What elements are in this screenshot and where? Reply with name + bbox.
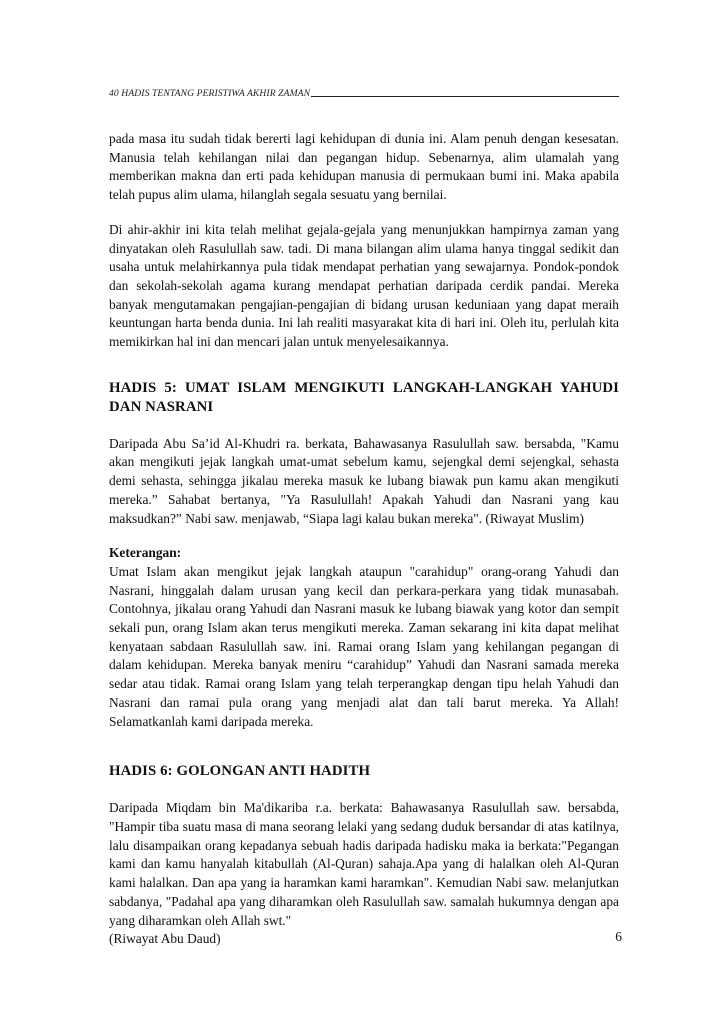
page-number: 6	[615, 929, 622, 944]
page-body	[109, 130, 619, 965]
hadis-6-heading: HADIS 6: GOLONGAN ANTI HADITH	[109, 763, 371, 780]
hadis-6-text: Daripada Miqdam bin Ma'dikariba r.a. berkata: Bahawasanya Rasulullah saw. bersabda, "Hampir tiba suatu masa di mana seorang lelaki yang sedang duduk bersandar di atas katilnya, lalu disampaikan orang kepadanya sebuah hadis daripada hadisku maka ia berkata:"Pegangan kami dan kamu hanyalah kitabullah (Al-Quran) sahaja.Apa yang di halalkan oleh Al-Quran kami halalkan. Dan apa yang ia haramkan kami haramkan". Kemudian Nabi saw. melanjutkan sabdanya, "Padahal apa yang diharamkan oleh Rasulullah saw. samalah hukumnya dengan apa yang diharamkan oleh Allah swt."	[109, 800, 619, 928]
hadis-6-source: (Riwayat Abu Daud)	[109, 931, 221, 947]
hadis-5-text: Daripada Abu Sa’id Al-Khudri ra. berkata, Bahawasanya Rasulullah saw. bersabda, "Kamu akan mengikuti jejak langkah umat-umat sebelum kamu, sejengkal demi sejengkal, sehasta demi sehasta, sehingga jikalau mereka masuk ke lubang biawak pun kamu akan mengikuti mereka.” Sahabat bertanya, "Ya Rasulullah! Apakah Yahudi dan Nasrani yang kau maksudkan?” Nabi saw. menjawab, “Siapa lagi kalau bukan mereka". (Riwayat Muslim)	[109, 435, 619, 526]
paragraph-1: pada masa itu sudah tidak bererti lagi kehidupan di dunia ini. Alam penuh dengan kesesatan. Manusia telah kehilangan nilai dan pegangan hidup. Sebenarnya, alim ulamalah yang memberikan makna dan erti pada kehidupan manusia di permukaan bumi ini. Maka apabila telah pupus alim ulama, hilanglah segala sesuatu yang bernilai.	[109, 131, 619, 203]
explanation-text: Umat Islam akan mengikut jejak langkah ataupun "carahidup" orang-orang Yahudi dan Nasrani, hinggalah dalam urusan yang kecil dan perkara-perkara yang tidak munasabah. Contohnya, jikalau orang Yahudi dan Nasrani masuk ke lubang biawak yang kotor dan sempit sekali pun, orang Islam akan terus mengikuti mereka. Zaman sekarang ini kita dapat melihat kenyataan sabdaan Rasulullah saw. ini. Ramai orang Islam yang kehilangan pegangan di dalam kehidupan. Mereka banyak meniru “carahidup” Yahudi dan Nasrani samada mereka sedar atau tidak. Ramai orang Islam yang telah terperangkap dengan tipu helah Yahudi dan Nasrani dan ramai pula orang yang menjadi alat dan tali barut mereka. Ya Allah! Selamatkanlah kami daripada mereka.	[109, 563, 619, 729]
explanation-label: Keterangan:	[109, 545, 182, 561]
hadis-5-heading: HADIS 5: UMAT ISLAM MENGIKUTI LANGKAH-LANGKAH YAHUDI DAN NASRANI	[109, 379, 619, 415]
paragraph-2: Di ahir-akhir ini kita telah melihat gejala-gejala yang menunjukkan hampirnya zaman yang dinyatakan oleh Rasulullah saw. tadi. Di mana bilangan alim ulama hanya tinggal sedikit dan usaha untuk melahirkannya pula tidak mendapat perhatian yang sewajarnya. Pondok-pondok dan sekolah-sekolah agama kurang mendapat perhatian daripada cerdik pandai. Mereka banyak mengutamakan pengajian-pengajian di bidang urusan keduniaan yang dapat meraih keuntungan harta benda dunia. Ini lah realiti masyarakat kita di hari ini. Oleh itu, perlulah kita memikirkan hal ini dan mencari jalan untuk menyelesaikannya.	[109, 221, 619, 350]
header-rule	[311, 96, 619, 97]
hadis-5-explanation	[109, 544, 619, 731]
running-header	[109, 88, 619, 99]
running-header-title: 40 HADIS TENTANG PERISTIWA AKHIR ZAMAN	[109, 88, 311, 99]
